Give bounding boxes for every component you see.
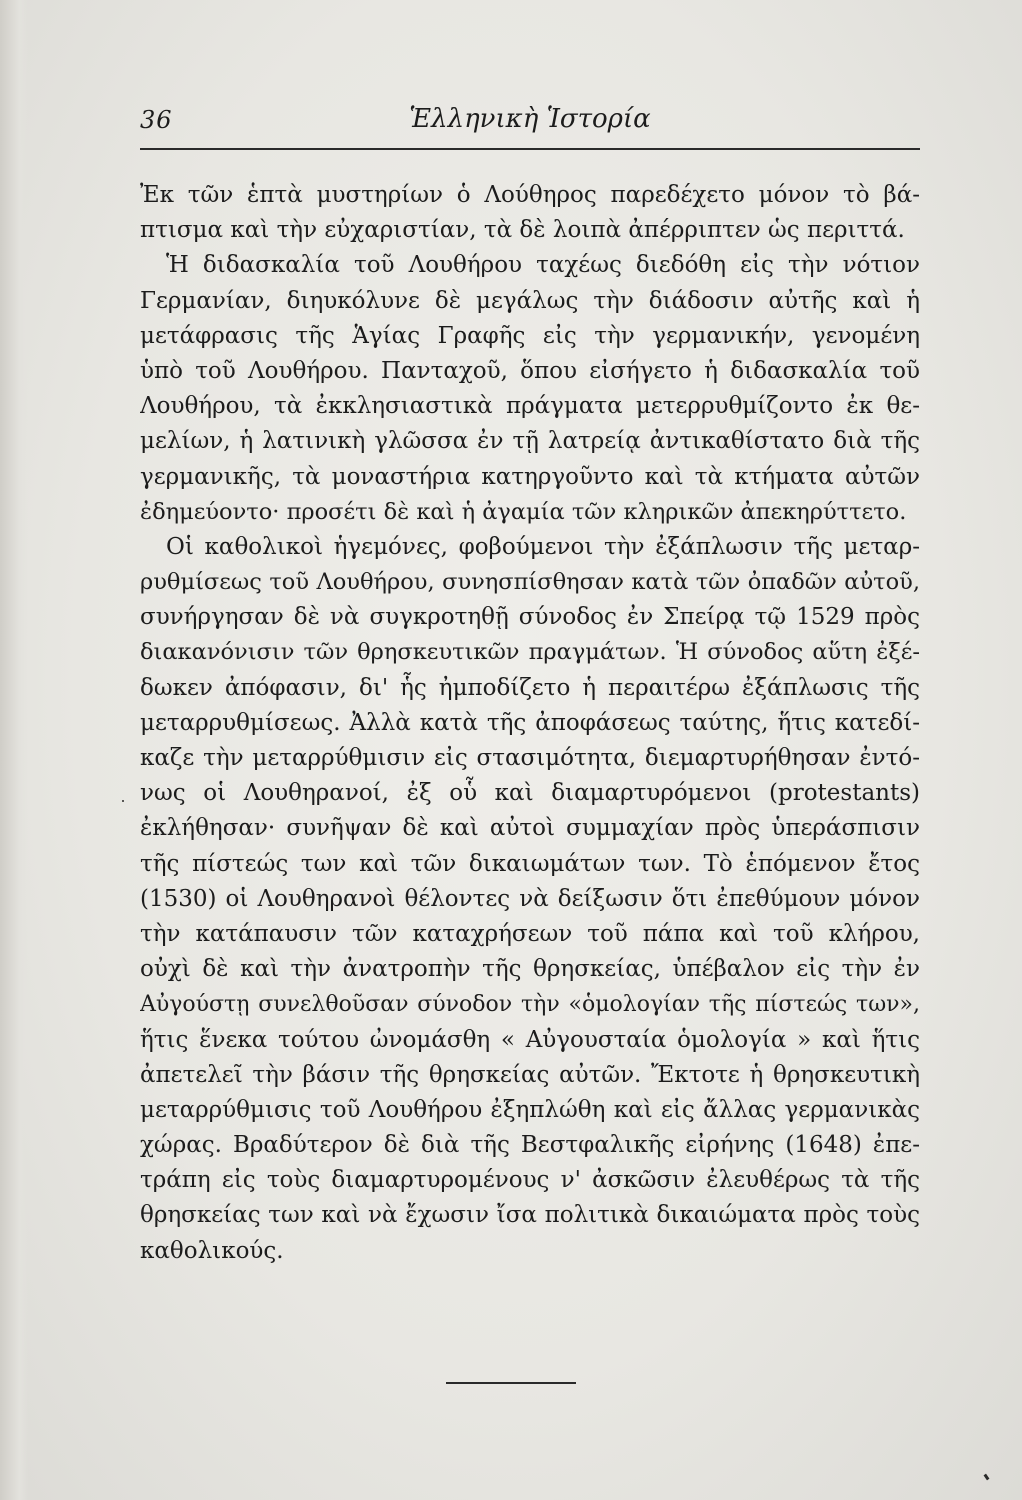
text-line: καθολικούς. (140, 1237, 284, 1264)
running-title: Ἑλληνικὴ Ἱστορία (409, 104, 651, 134)
text-line: Λουθήρου, τὰ ἐκκλησιαστικὰ πράγματα μετερρυθμίζοντο ἐκ θε- (140, 393, 920, 420)
text-line: Οἱ καθολικοὶ ἡγεμόνες, φοβούμενοι τὴν ἐξάπλωσιν τῆς μεταρ- (166, 533, 920, 560)
text-line: διακανόνισιν τῶν θρησκευτικῶν πραγμάτων. Ἡ σύνοδος αὕτη ἐξέ- (140, 639, 920, 666)
text-line: ὑπὸ τοῦ Λουθήρου. Πανταχοῦ, ὅπου εἰσήγετο ἡ διδασκαλία τοῦ (140, 357, 920, 384)
text-line: ἐδημεύοντο· προσέτι δὲ καὶ ἡ ἀγαμία τῶν κληρικῶν ἀπεκηρύττετο. (140, 498, 907, 525)
text-line: Ἡ διδασκαλία τοῦ Λουθήρου ταχέως διεδόθη εἰς τὴν νότιον (166, 252, 920, 279)
text-line: μετάφρασις τῆς Ἁγίας Γραφῆς εἰς τὴν γερμανικήν, γενομένη (140, 322, 920, 349)
end-rule (446, 1382, 576, 1384)
text-line: συνήργησαν δὲ νὰ συγκροτηθῇ σύνοδος ἐν Σπείρᾳ τῷ 1529 πρὸς (140, 604, 920, 631)
text-line: νως οἱ Λουθηρανοί, ἐξ οὗ καὶ διαμαρτυρόμενοι (protestants) (140, 780, 920, 807)
page-header (140, 104, 920, 144)
text-line: θρησκείας των καὶ νὰ ἔχωσιν ἴσα πολιτικὰ δικαιώματα πρὸς τοὺς (140, 1202, 920, 1229)
text-line: ἐκλήθησαν· συνῆψαν δὲ καὶ αὐτοὶ συμμαχίαν πρὸς ὑπεράσπισιν (140, 815, 920, 842)
text-line: Γερμανίαν, διηυκόλυνε δὲ μεγάλως τὴν διάδοσιν αὐτῆς καὶ ἡ (140, 287, 920, 314)
text-line: Ἐκ τῶν ἑπτὰ μυστηρίων ὁ Λούθηρος παρεδέχετο μόνον τὸ βά- (140, 182, 920, 208)
text-line: μεταρρύθμισις τοῦ Λουθήρου ἐξηπλώθη καὶ εἰς ἄλλας γερμανικὰς (140, 1096, 920, 1123)
page-number: 36 (140, 106, 173, 134)
text-line: ἀπετελεῖ τὴν βάσιν τῆς θρησκείας αὐτῶν. Ἔκτοτε ἡ θρησκευτικὴ (140, 1061, 920, 1088)
text-line: πτισμα καὶ τὴν εὐχαριστίαν, τὰ δὲ λοιπὰ ἀπέρριπτεν ὡς περιττά. (140, 217, 905, 244)
text-line: τὴν κατάπαυσιν τῶν καταχρήσεων τοῦ πάπα καὶ τοῦ κλήρου, (140, 920, 920, 947)
header-rule (140, 148, 920, 150)
text-line: καζε τὴν μεταρρύθμισιν εἰς στασιμότητα, διεμαρτυρήθησαν ἐντό- (140, 745, 920, 771)
text-line: τράπη εἰς τοὺς διαμαρτυρομένους ν' ἀσκῶσιν ἐλευθέρως τὰ τῆς (140, 1167, 920, 1194)
print-speck (984, 1474, 990, 1481)
text-line: Αὐγούστῃ συνελθοῦσαν σύνοδον τὴν «ὁμολογίαν τῆς πίστεώς των», (140, 992, 920, 1018)
text-line: ρυθμίσεως τοῦ Λουθήρου, συνησπίσθησαν κατὰ τῶν ὀπαδῶν αὐτοῦ, (140, 569, 920, 596)
page-spine-shadow (0, 0, 28, 1500)
text-line: γερμανικῆς, τὰ μοναστήρια κατηργοῦντο καὶ τὰ κτήματα αὐτῶν (140, 463, 920, 490)
text-line: μελίων, ἡ λατινικὴ γλῶσσα ἐν τῇ λατρείᾳ ἀντικαθίστατο διὰ τῆς (140, 428, 920, 455)
text-line: (1530) οἱ Λουθηρανοὶ θέλοντες νὰ δείξωσιν ὅτι ἐπεθύμουν μόνον (140, 885, 920, 912)
text-line: μεταρρυθμίσεως. Ἀλλὰ κατὰ τῆς ἀποφάσεως ταύτης, ἥτις κατεδί- (140, 709, 920, 736)
body-text (140, 178, 920, 1269)
text-line: οὐχὶ δὲ καὶ τὴν ἀνατροπὴν τῆς θρησκείας, ὑπέβαλον εἰς τὴν ἐν (140, 956, 920, 983)
print-speck (122, 800, 124, 802)
text-line: ἥτις ἕνεκα τούτου ὠνομάσθη « Αὐγουσταία ὁμολογία » καὶ ἥτις (140, 1026, 920, 1053)
text-line: δωκεν ἀπόφασιν, δι' ἧς ἠμποδίζετο ἡ περαιτέρω ἐξάπλωσις τῆς (140, 674, 920, 701)
text-line: χώρας. Βραδύτερον δὲ διὰ τῆς Βεστφαλικῆς εἰρήνης (1648) ἐπε- (140, 1132, 920, 1159)
text-line: τῆς πίστεώς των καὶ τῶν δικαιωμάτων των. Τὸ ἑπόμενον ἔτος (140, 850, 920, 877)
